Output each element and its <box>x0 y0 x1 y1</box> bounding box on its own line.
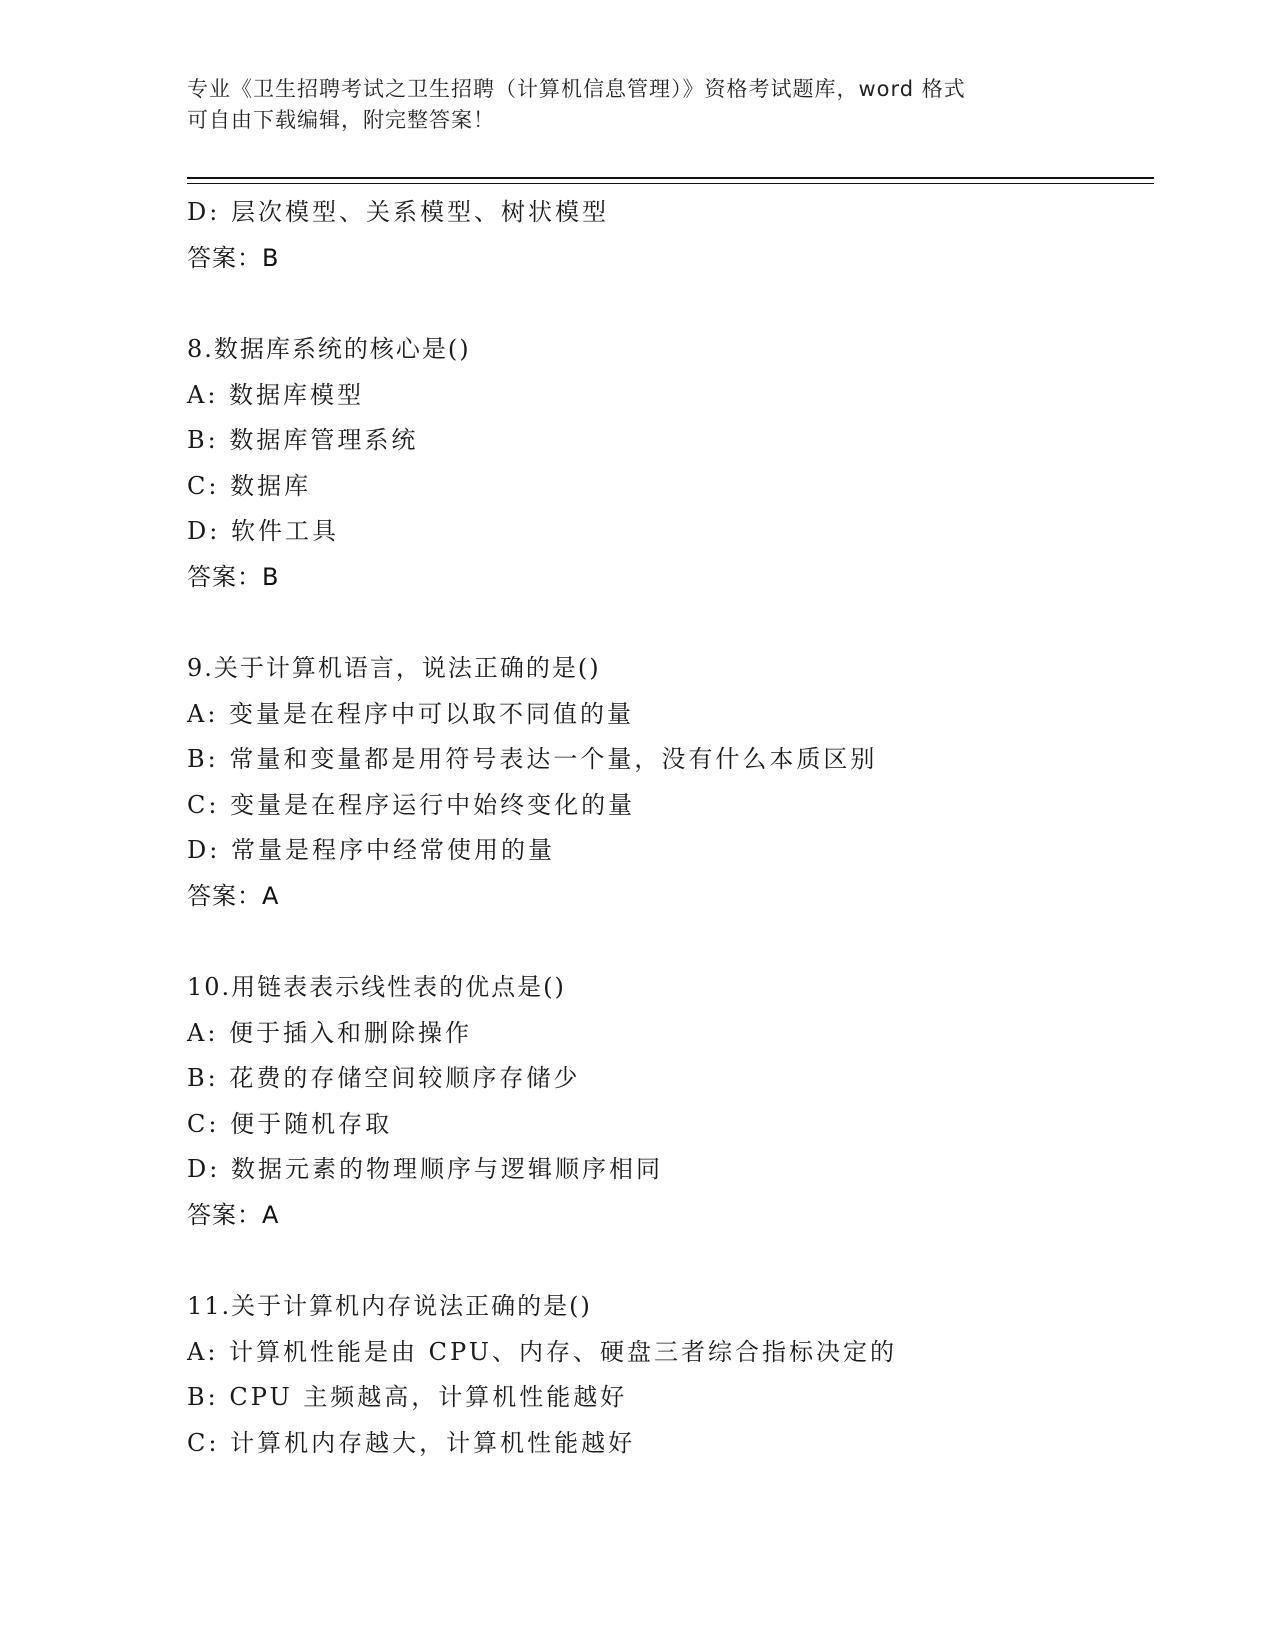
question-stem: 10.用链表表示线性表的优点是() <box>187 973 566 1001</box>
option-a: A: 计算机性能是由 CPU、内存、硬盘三者综合指标决定的 <box>187 1337 897 1366</box>
option-a: A: 变量是在程序中可以取不同值的量 <box>187 699 635 728</box>
question-11 <box>187 1284 1147 1466</box>
option-b: B: 花费的存储空间较顺序存储少 <box>187 1064 581 1092</box>
header-title-line-1: 专业《卫生招聘考试之卫生招聘（计算机信息管理）》资格考试题库，word 格式 <box>187 77 966 101</box>
previous-question-tail <box>187 190 1147 281</box>
option-d: D: 层次模型、关系模型、树状模型 <box>187 198 609 226</box>
question-9 <box>187 646 1147 919</box>
question-stem: 9.关于计算机语言，说法正确的是() <box>187 654 601 682</box>
option-c: C: 数据库 <box>187 471 312 500</box>
header-divider-thick <box>187 177 1154 179</box>
answer-line: 答案：B <box>187 562 280 591</box>
header-title-line-2: 可自由下载编辑，附完整答案！ <box>187 108 495 132</box>
question-list <box>187 190 1147 1466</box>
spacer <box>187 1238 1147 1284</box>
header-divider-thin <box>187 183 1154 184</box>
option-a: A: 数据库模型 <box>187 380 365 409</box>
question-stem: 11.关于计算机内存说法正确的是() <box>187 1292 592 1320</box>
question-stem: 8.数据库系统的核心是() <box>187 335 471 363</box>
document-header <box>187 74 1067 136</box>
option-b: B: CPU 主频越高，计算机性能越好 <box>187 1383 628 1411</box>
option-b: B: 常量和变量都是用符号表达一个量，没有什么本质区别 <box>187 745 878 773</box>
question-10 <box>187 965 1147 1238</box>
option-c: C: 变量是在程序运行中始终变化的量 <box>187 790 636 819</box>
option-c: C: 计算机内存越大，计算机性能越好 <box>187 1428 636 1457</box>
answer-line: 答案：B <box>187 243 280 272</box>
spacer <box>187 919 1147 965</box>
spacer <box>187 281 1147 327</box>
option-d: D: 软件工具 <box>187 517 339 545</box>
answer-line: 答案：A <box>187 1200 280 1229</box>
question-8 <box>187 327 1147 600</box>
answer-line: 答案：A <box>187 881 280 910</box>
spacer <box>187 600 1147 646</box>
option-c: C: 便于随机存取 <box>187 1109 393 1138</box>
option-a: A: 便于插入和删除操作 <box>187 1018 473 1047</box>
option-d: D: 常量是程序中经常使用的量 <box>187 836 555 864</box>
option-b: B: 数据库管理系统 <box>187 426 419 454</box>
option-d: D: 数据元素的物理顺序与逻辑顺序相同 <box>187 1155 663 1183</box>
